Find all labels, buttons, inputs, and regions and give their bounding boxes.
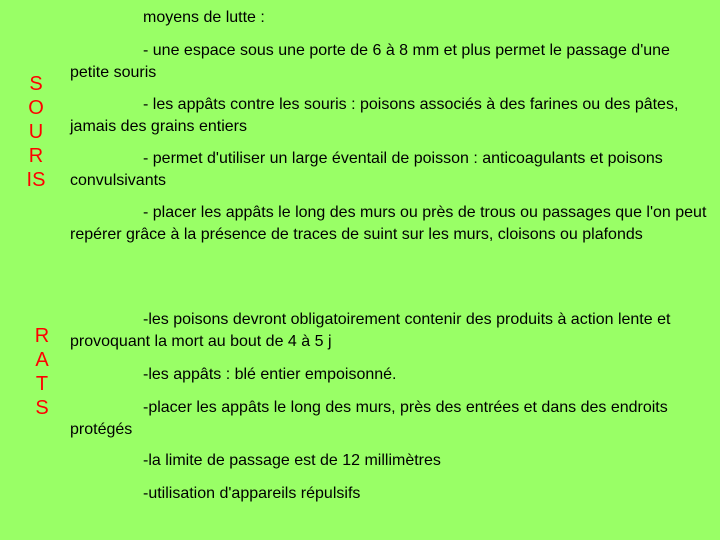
rats-letter: R (34, 325, 50, 347)
rats-paragraph: -placer les appâts le long des murs, près des entrées et dans des endroits protégés (70, 399, 668, 438)
souris-letter: U (28, 121, 44, 143)
rats-paragraph: -la limite de passage est de 12 millimètres (143, 452, 441, 469)
rats-letter: A (35, 349, 49, 371)
rats-paragraph: -utilisation d'appareils répulsifs (143, 485, 361, 502)
slide-title: moyens de lutte : (143, 9, 265, 26)
souris-paragraph: - une espace sous une porte de 6 à 8 mm et plus permet le passage d'une petite souris (70, 42, 670, 81)
rats-letter: T (35, 373, 49, 395)
rats-paragraph: -les poisons devront obligatoirement contenir des produits à action lente et provoquant la mort au bout de 4 à 5 j (70, 311, 671, 350)
rats-paragraph: -les appâts : blé entier empoisonné. (143, 366, 397, 383)
souris-letter: IS (26, 169, 46, 191)
souris-letter: S (29, 73, 43, 95)
souris-letter: O (28, 97, 44, 119)
souris-paragraph: - permet d'utiliser un large éventail de poisson : anticoagulants et poisons convulsivants (70, 150, 663, 189)
souris-paragraph: - placer les appâts le long des murs ou près de trous ou passages que l'on peut repérer grâce à la présence de traces de suint sur les murs, cloisons ou plafonds (70, 204, 707, 243)
souris-label (16, 72, 56, 192)
souris-letter: R (28, 145, 44, 167)
souris-paragraph: - les appâts contre les souris : poisons associés à des farines ou des pâtes, jamais des grains entiers (70, 96, 679, 135)
rats-label (22, 324, 62, 420)
rats-letter: S (35, 397, 49, 419)
